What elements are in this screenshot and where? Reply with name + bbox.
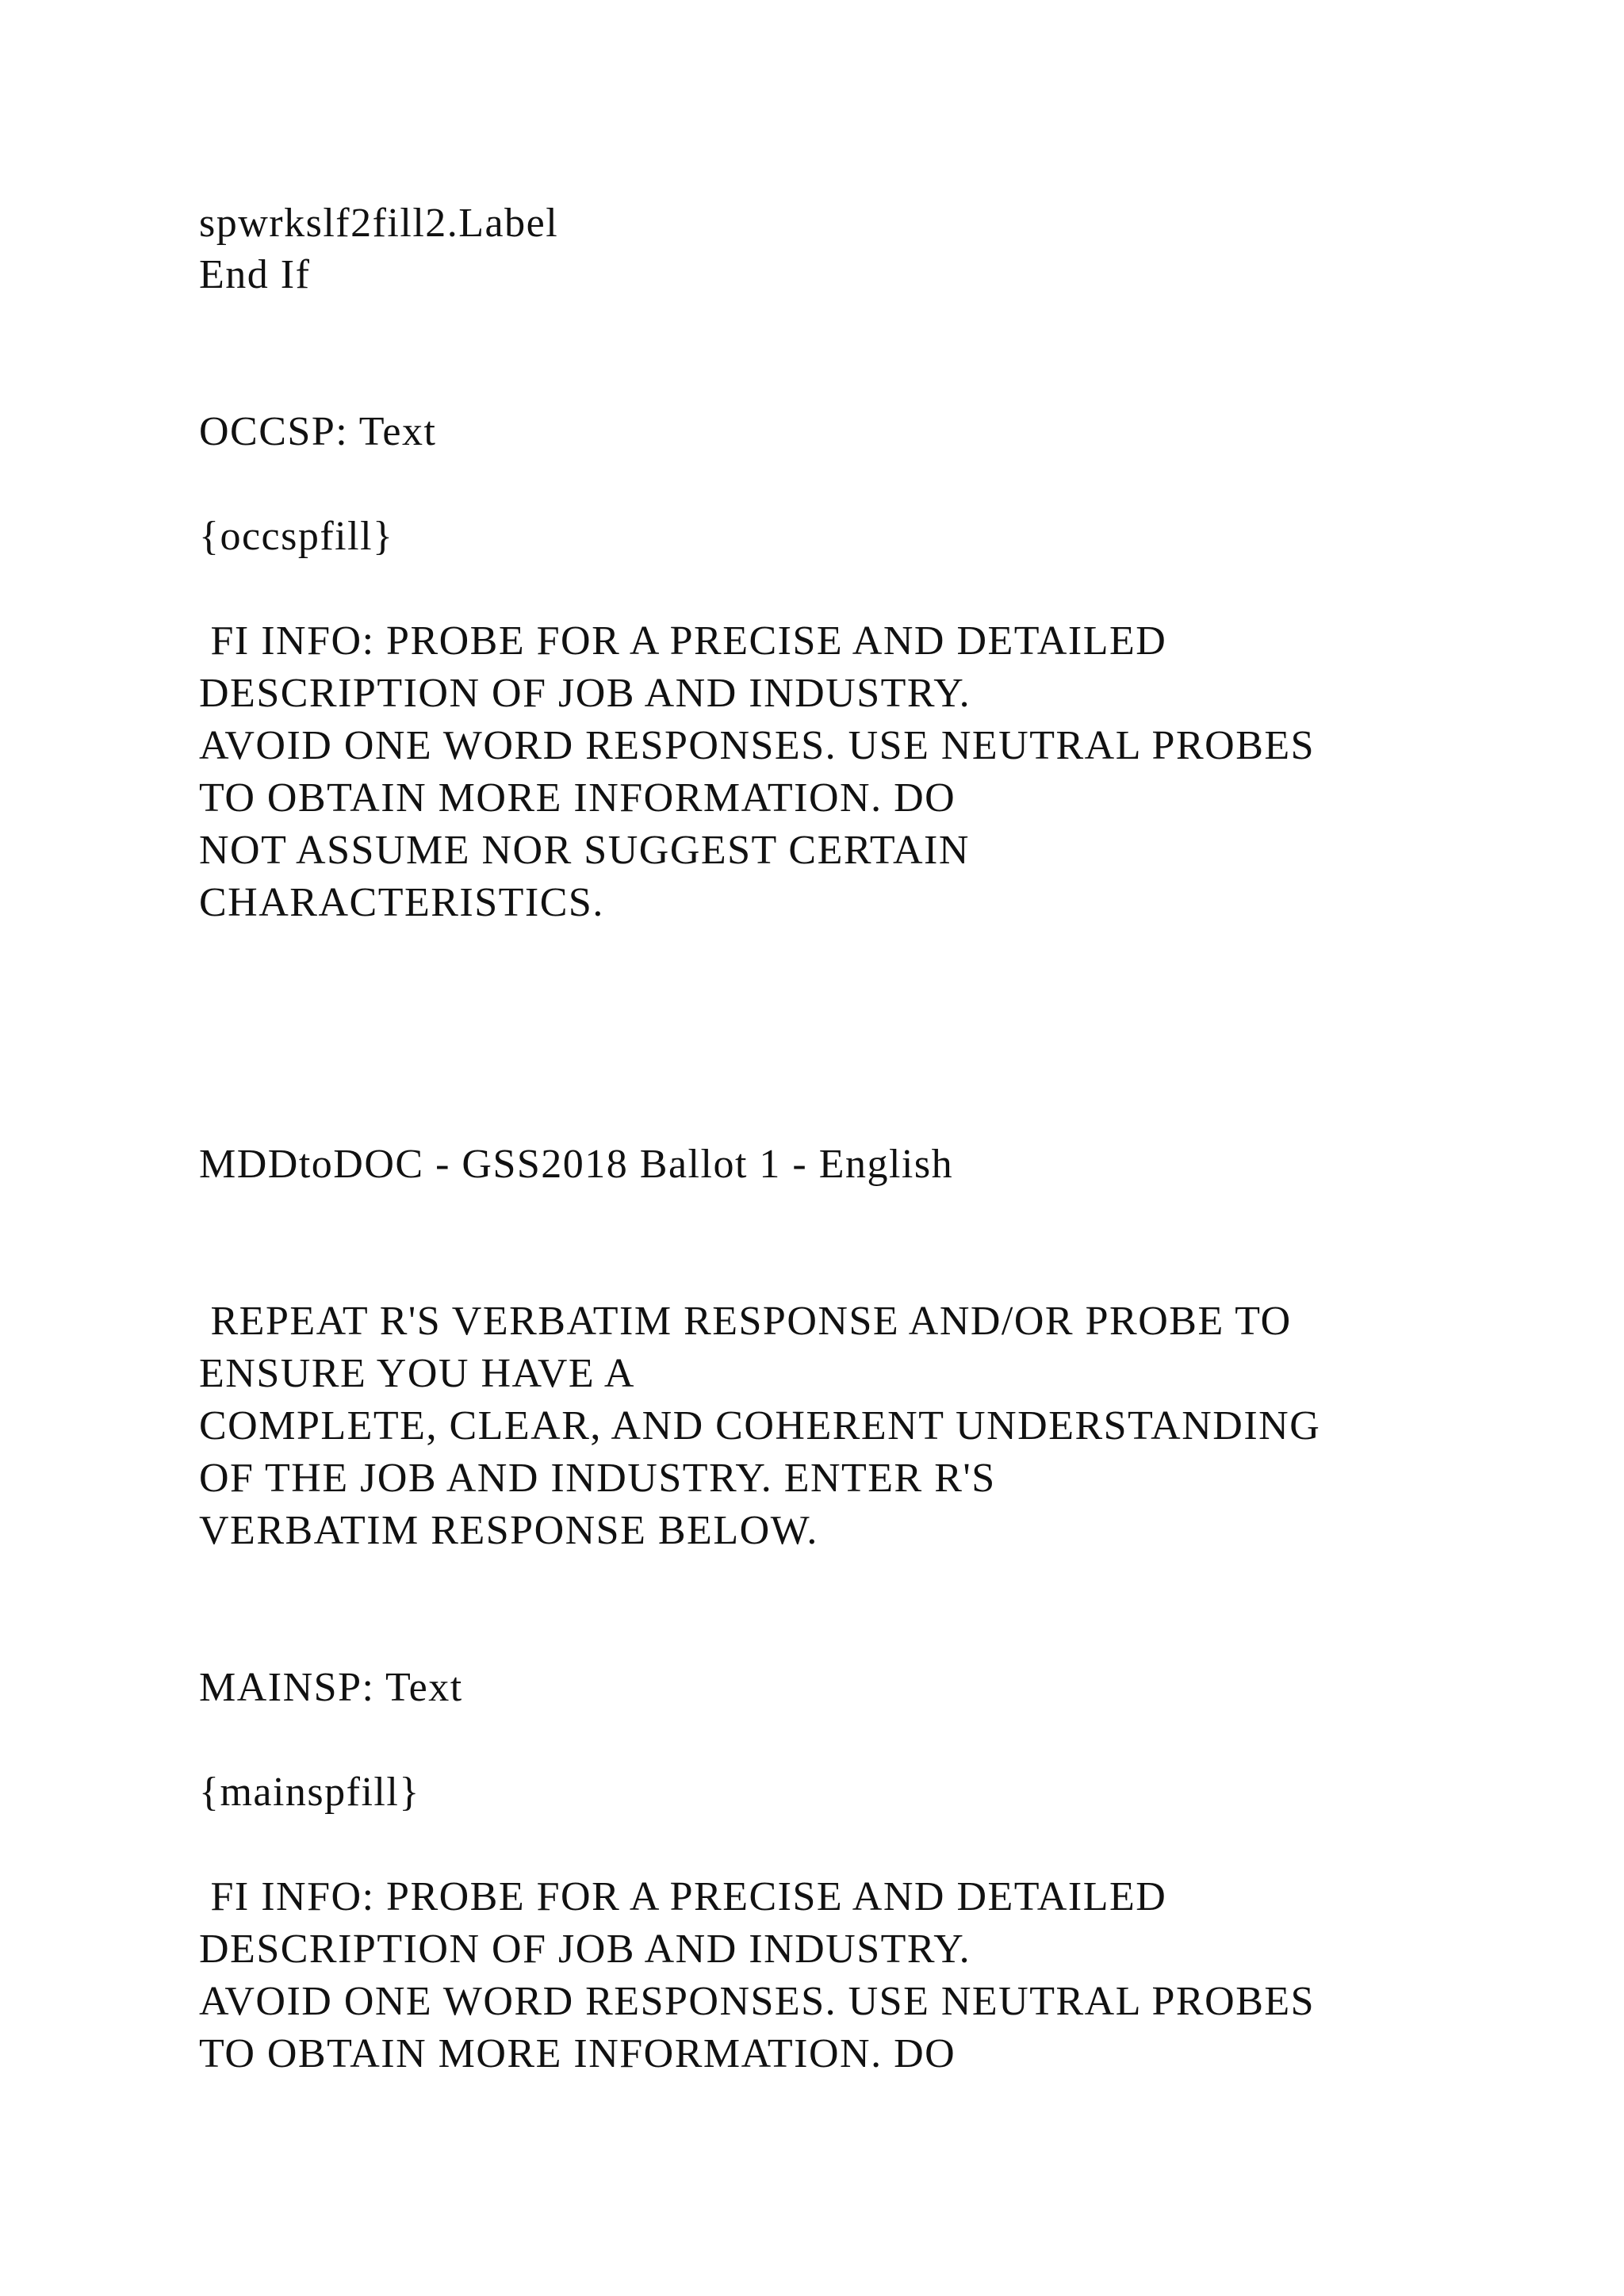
text-line: OF THE JOB AND INDUSTRY. ENTER R'S	[199, 1456, 996, 1501]
text-line: COMPLETE, CLEAR, AND COHERENT UNDERSTANDING	[199, 1403, 1321, 1448]
text-line: DESCRIPTION OF JOB AND INDUSTRY.	[199, 671, 971, 716]
text-line: DESCRIPTION OF JOB AND INDUSTRY.	[199, 1927, 971, 1972]
text-line: VERBATIM RESPONSE BELOW.	[199, 1508, 818, 1553]
section-heading: MAINSP: Text	[199, 1665, 463, 1710]
document-footer: MDDtoDOC - GSS2018 Ballot 1 - English	[199, 1142, 954, 1187]
fill-placeholder: {occspfill}	[199, 514, 394, 559]
text-line: FI INFO: PROBE FOR A PRECISE AND DETAILED	[199, 1874, 1167, 1919]
text-line: FI INFO: PROBE FOR A PRECISE AND DETAILED	[199, 618, 1167, 664]
text-line: TO OBTAIN MORE INFORMATION. DO	[199, 2031, 956, 2076]
text-line: NOT ASSUME NOR SUGGEST CERTAIN	[199, 828, 970, 873]
text-line: AVOID ONE WORD RESPONSES. USE NEUTRAL PROBES	[199, 1979, 1316, 2024]
text-line: TO OBTAIN MORE INFORMATION. DO	[199, 775, 956, 821]
text-line: ENSURE YOU HAVE A	[199, 1351, 635, 1396]
text-line: AVOID ONE WORD RESPONSES. USE NEUTRAL PROBES	[199, 723, 1316, 768]
fill-placeholder: {mainspfill}	[199, 1770, 420, 1815]
text-line: End If	[199, 252, 311, 297]
text-line: REPEAT R'S VERBATIM RESPONSE AND/OR PROBE TO	[199, 1299, 1292, 1344]
text-line: spwrkslf2fill2.Label	[199, 201, 559, 246]
text-line: CHARACTERISTICS.	[199, 880, 604, 925]
section-heading: OCCSP: Text	[199, 409, 437, 454]
